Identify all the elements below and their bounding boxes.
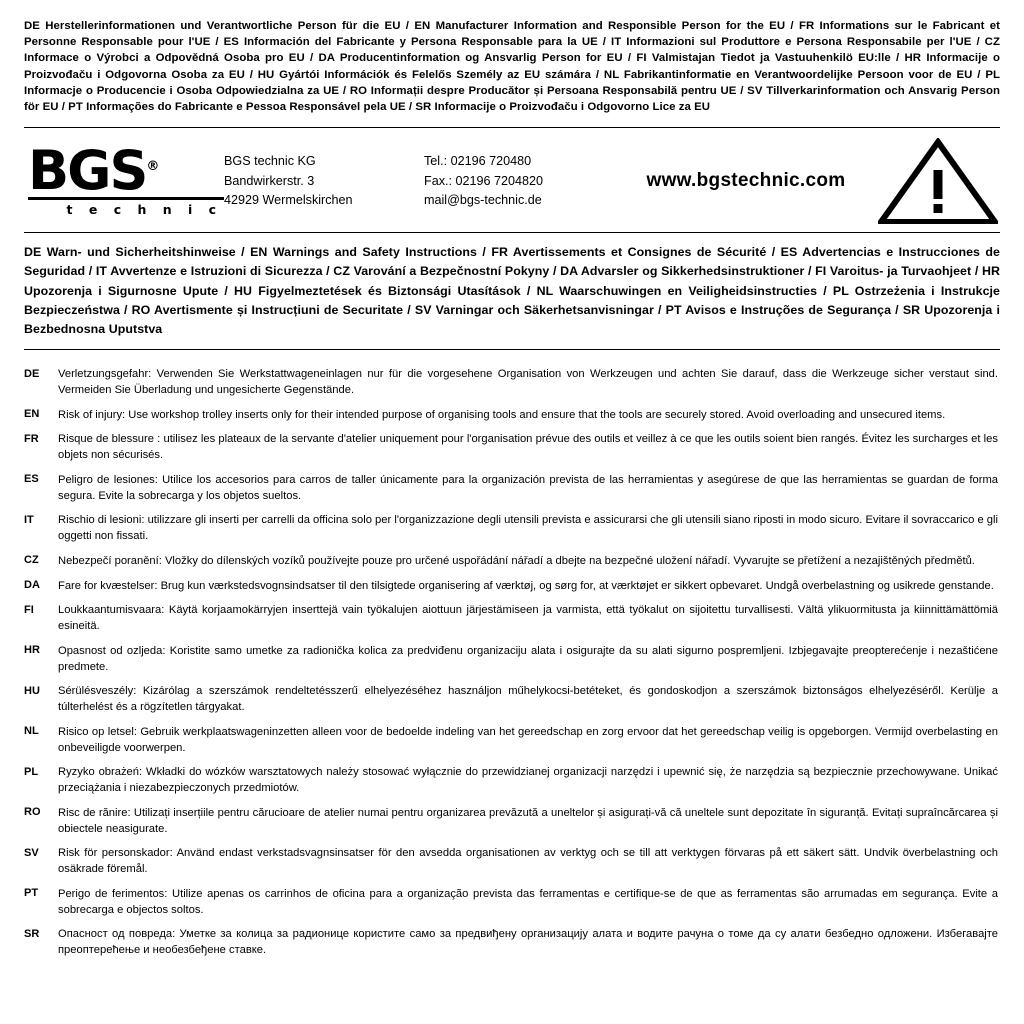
language-code: FI (24, 603, 34, 616)
list-item (24, 683, 1000, 715)
list-item (24, 724, 1000, 756)
instruction-text: Rischio di lesioni: utilizzare gli inserti per carrelli da officina solo per l'organizzazione degli utensili prevista e assicurarsi che gli utensili siano riposti in modo sicuro. Evitare il sovraccarico e gli oggetti non fissati. (58, 514, 998, 543)
language-code: CZ (24, 554, 39, 567)
instruction-text: Sérülésveszély: Kizárólag a szerszámok rendeltetésszerű elhelyezéséhez használjon műhelykocsi-betéteket, és gondoskodjon a szerszámok biztonságos elhelyezéséről. Kerülje a túlterhelést és a rögzítetlen tárgyakat. (58, 685, 998, 714)
manufacturer-info-heading: DE Herstellerinformationen und Verantwortliche Person für die EU / EN Manufacturer Information and Responsible Person for the EU / FR Informations sur le Fabricant et Personne Responsable pour l'UE / ES Información del Fabricante y Persona Responsable para la UE / IT Informazioni sul Produttore e Persona Responsabile per l'UE / CZ Informace o Výrobci a Odpovědná Osoba pro EU / DA Producentinformation og Ansvarlig Person for EU / FI Valmistajan Tiedot ja Vastuuhenkilö EU:lle / HR Informacije o Proizvođaču i Odgovorna Osoba za EU / HU Gyártói Információk és Felelős Személy az EU számára / NL Fabrikantinformatie en Verantwoordelijke Persoon voor de EU / PL Informacje o Producencie i Osoba Odpowiedzialna za UE / RO Informații despre Producător și Persoana Responsabilă pentru UE / SV Tillverkarinformation och Ansvarig Person för EU / PT Informações do Fabricante e Pessoa Responsável pela UE / SR Informacije o Proizvođaču i Odgovorno Lice za EU (24, 20, 1000, 113)
language-code: RO (24, 806, 41, 819)
instruction-text: Perigo de ferimentos: Utilize apenas os carrinhos de oficina para a organização prevista das ferramentas e certifique-se de que as ferramentas são arrumadas em segurança. Evite a sobrecarga e objectos soltos. (58, 887, 998, 916)
list-item (24, 643, 1000, 675)
instruction-text: Risque de blessure : utilisez les plateaux de la servante d'atelier uniquement pour l'organisation prévue des outils et veillez à ce que les outils soient bien rangés. Évitez les surcharges et les objets non sécurisés. (58, 433, 998, 462)
language-code: FR (24, 432, 39, 445)
language-code: HU (24, 684, 40, 697)
instruction-text: Loukkaantumisvaara: Käytä korjaamokärryjen inserttejä vain työkalujen aiottuun järjestämiseen ja varmista, että työkalut on sijoitettu turvallisesti. Vältä ylikuormitusta ja kiinnittämättömiä esineitä. (58, 604, 998, 633)
instruction-text: Risico op letsel: Gebruik werkplaatswageninzetten alleen voor de bedoelde indeling van het gereedschap en zorg ervoor dat het gereedschap veilig is opgeborgen. Vermijd overbelasting en onbeveiligde voorwerpen. (58, 725, 998, 754)
list-item (24, 578, 1000, 594)
registered-trademark-icon: ® (146, 158, 160, 174)
instruction-text: Nebezpečí poranění: Vložky do dílenských vozíků používejte pouze pro určené uspořádání nářadí a dbejte na bezpečné uložení nářadí. Vyvarujte se přetížení a nezajištěných předmětů. (58, 554, 975, 567)
company-website[interactable]: www.bgstechnic.com (646, 170, 846, 192)
instruction-text: Verletzungsgefahr: Verwenden Sie Werkstattwageneinlagen nur für die vorgesehene Organisation von Werkzeugen und achten Sie darauf, dass die Werkzeuge sicher verstaut sind. Vermeiden Sie Überladung und ungesicherte Gegenstände. (58, 368, 998, 397)
company-email[interactable]: mail@bgs-technic.de (424, 192, 542, 207)
warning-triangle-icon (872, 138, 1000, 224)
logo-mark (28, 138, 224, 218)
company-address (224, 152, 424, 209)
list-item (24, 431, 1000, 463)
company-street: Bandwirkerstr. 3 (224, 173, 315, 188)
language-code: NL (24, 725, 39, 738)
language-code: IT (24, 513, 34, 526)
language-code: PL (24, 765, 39, 778)
language-code: EN (24, 408, 40, 421)
logo-wordmark (28, 138, 160, 202)
instruction-text: Peligro de lesiones: Utilice los accesorios para carros de taller únicamente para la organización prevista de las herramientas y asegúrese de que las herramientas se guardan de forma segura. Evite la sobrecarga y los objetos sueltos. (58, 473, 998, 502)
list-item (24, 472, 1000, 504)
language-code: SV (24, 846, 39, 859)
logo-subtitle: t e c h n i c (66, 202, 222, 218)
list-item (24, 366, 1000, 398)
company-name: BGS technic KG (224, 154, 316, 169)
list-item (24, 764, 1000, 796)
list-item (24, 886, 1000, 918)
logo-bgs-text: BGS (28, 138, 147, 202)
list-item (24, 553, 1000, 569)
company-header (24, 128, 1000, 232)
list-item (24, 805, 1000, 837)
company-telephone: Tel.: 02196 720480 (424, 154, 532, 169)
instruction-text: Opasnost od ozljeda: Koristite samo umetke za radionička kolica za predviđenu organizaciju alata i osigurajte da su alati sigurno pospremljeni. Izbjegavajte preopterećenje i nezaštićene predmete. (58, 644, 998, 673)
warnings-safety-heading: DE Warn- und Sicherheitshinweise / EN Warnings and Safety Instructions / FR Avertissements et Consignes de Sécurité / ES Advertencias e Instrucciones de Seguridad / IT Avvertenze e Istruzioni di Sicurezza / CZ Varování a Bezpečnostní Pokyny / DA Advarsler og Sikkerhedsinstruktioner / FI Varoitus- ja Turvaohjeet / HR Upozorenja i Sigurnosne Upute / HU Figyelmeztetések és Biztonsági Utasítások / NL Waarschuwingen en Veiligheidsinstructies / PL Ostrzeżenia i Instrukcje Bezpieczeństwa / RO Avertismente și Instrucțiuni de Securitate / SV Varningar och Säkerhetsanvisningar / PT Avisos e Instruções de Segurança / SR Upozorenja i Bezbednosna Uputstva (24, 245, 1000, 336)
company-fax: Fax.: 02196 7204820 (424, 173, 544, 188)
list-item (24, 512, 1000, 544)
instruction-text: Опасност од повреда: Уметке за колица за радионице користите само за предвиђену организацију алата и водите рачуна о томе да су алати безбедно одложени. Избегавајте преоптерећење и необезбеђене ставке. (58, 928, 998, 957)
instruction-text: Ryzyko obrażeń: Wkładki do wózków warsztatowych należy stosować wyłącznie do przewidzianej organizacji narzędzi i upewnić się, że narzędzia są bezpiecznie przechowywane. Unikać przeciążania i niezabezpieczonych przedmiotów. (58, 766, 998, 795)
instruction-text: Risk för personskador: Använd endast verkstadsvagnsinsatser för den avsedda organisationen av verktyg och se till att verktygen förvaras på ett säkert sätt. Undvik överbelastning och osäkrade föremål. (58, 847, 998, 876)
safety-instruction-list (24, 350, 1000, 958)
language-code: DE (24, 367, 40, 380)
list-item (24, 845, 1000, 877)
instruction-text: Risk of injury: Use workshop trolley inserts only for their intended purpose of organising tools and ensure that the tools are securely stored. Avoid overloading and unsecured items. (58, 408, 946, 421)
language-code: ES (24, 473, 39, 486)
language-code: PT (24, 887, 39, 900)
language-code: HR (24, 644, 40, 657)
language-code: SR (24, 927, 40, 940)
instruction-text: Fare for kvæstelser: Brug kun værkstedsvognsindsatser til den tilsigtede organisering af værktøj, og sørg for, at værktøjet er sikkert opbevaret. Undgå overbelastning og usikrede genstande. (58, 579, 994, 592)
list-item (24, 602, 1000, 634)
company-city: 42929 Wermelskirchen (224, 192, 353, 207)
list-item (24, 926, 1000, 958)
list-item (24, 407, 1000, 423)
bgs-logo (24, 138, 224, 218)
instruction-text: Risc de rănire: Utilizați inserțiile pentru cărucioare de atelier numai pentru organizarea prevăzută a uneltelor și asigurați-vă că uneltele sunt depozitate în siguranță. Evitați supraîncărcarea și obiectele neasigurate. (58, 806, 998, 835)
company-contact (424, 152, 614, 209)
language-code: DA (24, 579, 40, 592)
